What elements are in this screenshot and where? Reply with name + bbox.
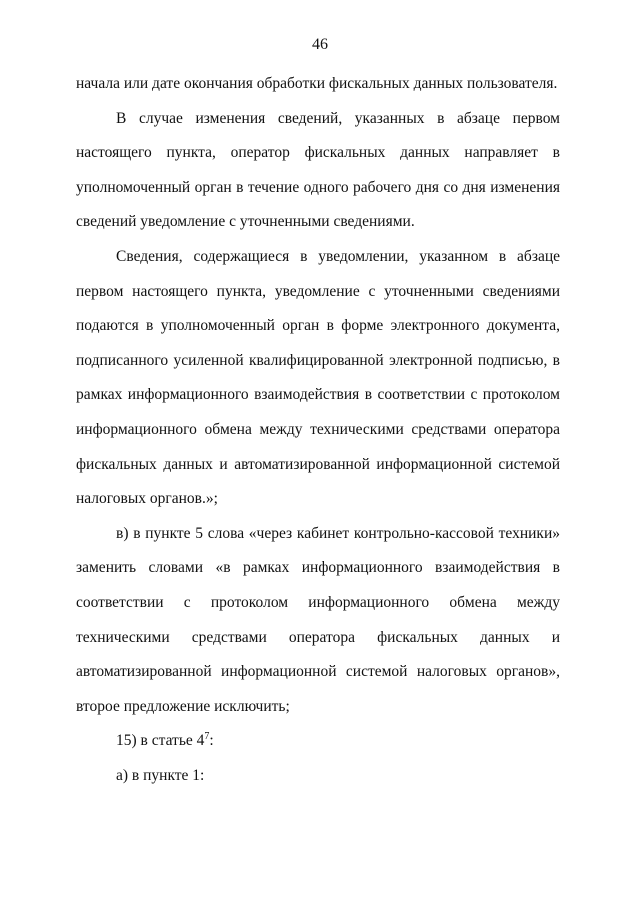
paragraph-continuation: начала или дате окончания обработки фискальных данных пользователя.	[76, 75, 558, 92]
article-superscript: 7	[204, 731, 210, 743]
paragraph-item-v: в) в пункте 5 слова «через кабинет контрольно-кассовой техники» заменить словами «в рамках информационного взаимодействия в соответствии с протоколом информационного обмена между техническими средствами оператора фискальных данных и автоматизированной информационной системой налоговых органов», второе предложение исключить;	[76, 524, 560, 715]
paragraph-item-a: а) в пункте 1:	[116, 766, 205, 784]
item-15-colon: :	[209, 732, 214, 750]
paragraph-notice-details: Сведения, содержащиеся в уведомлении, указанном в абзаце первом настоящего пункта, уведомление с уточненными сведениями подаются в уполномоченный орган в форме электронного документа, подписанного усиленной квалифицированной электронной подписью, в рамках информационного взаимодействия в соответствии с протоколом информационного обмена между техническими средствами оператора фискальных данных и автоматизированной информационной системой налоговых органов.»;	[76, 247, 560, 508]
page-number: 46	[312, 36, 328, 53]
paragraph-change-notice: В случае изменения сведений, указанных в абзаце первом настоящего пункта, оператор фискальных данных направляет в уполномоченный орган в течение одного рабочего дня со дня изменения сведений уведомление с уточненными сведениями.	[76, 109, 560, 231]
item-15-text: 15) в статье 4	[116, 732, 205, 750]
document-body	[76, 67, 560, 793]
paragraph-item-15	[76, 724, 560, 759]
